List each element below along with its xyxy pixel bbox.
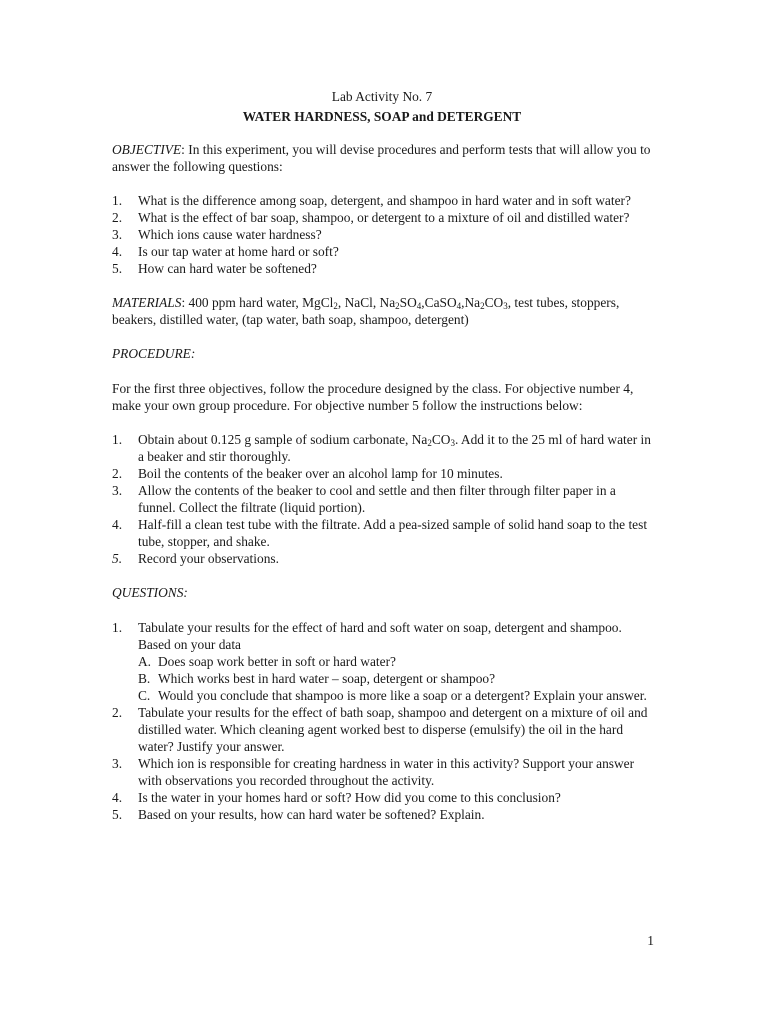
objective-text: : In this experiment, you will devise procedures and perform tests that will allow you to answer the following questions: <box>112 142 651 174</box>
list-item: C. Would you conclude that shampoo is more like a soap or a detergent? Explain your answer. <box>138 688 647 703</box>
activity-number: Lab Activity No. 7 <box>331 89 433 104</box>
list-item: 5. Based on your results, how can hard water be softened? Explain. <box>112 807 485 822</box>
list-item: 2. Tabulate your results for the effect of bath soap, shampoo and detergent on a mixture of oil and distilled water. Which cleaning agent worked best to disperse (emulsify) the oil in the hard water? Justify your answer. <box>112 705 648 754</box>
list-item: 3. Which ions cause water hardness? <box>112 227 322 242</box>
list-item: 2. What is the effect of bar soap, shampoo, or detergent to a mixture of oil and distilled water? <box>112 210 630 225</box>
objective-questions <box>112 192 652 277</box>
list-item: B. Which works best in hard water – soap, detergent or shampoo? <box>138 671 496 686</box>
list-item: 5. Record your observations. <box>112 551 279 566</box>
list-item: 4. Is the water in your homes hard or soft? How did you come to this conclusion? <box>112 790 561 805</box>
sub-questions <box>138 653 652 704</box>
objective-paragraph <box>112 141 652 175</box>
list-item: 2. Boil the contents of the beaker over an alcohol lamp for 10 minutes. <box>112 466 503 481</box>
page-number: 1 <box>647 933 654 948</box>
procedure-heading-block <box>112 345 652 362</box>
materials-label: MATERIALS <box>112 295 182 310</box>
materials-section <box>112 294 652 328</box>
list-item: 4. Half-fill a clean test tube with the filtrate. Add a pea-sized sample of solid hand soap to the test tube, stopper, and shake. <box>112 517 648 549</box>
questions-heading: QUESTIONS: <box>112 585 188 600</box>
procedure-steps <box>112 431 652 567</box>
questions-label: QUESTIONS <box>112 585 184 600</box>
procedure-intro: For the first three objectives, follow the procedure designed by the class. For objective number 4, make your own group procedure. For objective number 5 follow the instructions below: <box>112 381 634 413</box>
procedure-label: PROCEDURE <box>112 346 191 361</box>
document-title: WATER HARDNESS, SOAP and DETERGENT <box>242 109 522 124</box>
document-page <box>112 88 652 823</box>
objective-label: OBJECTIVE <box>112 142 182 157</box>
materials-paragraph: MATERIALS: 400 ppm hard water, MgCl$_2$, NaCl, $Na_2SO_4,CaSO_4,Na_2CO_3$, test tubes, stoppers, beakers, distilled water, (tap water, bath soap, shampoo, detergent) <box>112 295 620 327</box>
list-item: 1. Tabulate your results for the effect of hard and soft water on soap, detergent and shampoo. Based on your data A. Does soap work better in soft or hard water? B. Which works best in hard water – soap, detergent or shampoo? C. Would you conclude that shampoo is more like a soap or a detergent? Explain your answer. <box>112 619 652 704</box>
list-item: 3. Allow the contents of the beaker to cool and settle and then filter through filter paper in a funnel. Collect the filtrate (liquid portion). <box>112 483 616 515</box>
questions-list <box>112 619 652 823</box>
list-item: 1. What is the difference among soap, detergent, and shampoo in hard water and in soft water? <box>112 193 631 208</box>
list-item: 4. Is our tap water at home hard or soft? <box>112 244 339 259</box>
list-item: 5. How can hard water be softened? <box>112 261 317 276</box>
questions-heading-block <box>112 584 652 601</box>
list-item: A. Does soap work better in soft or hard water? <box>138 654 396 669</box>
procedure-heading: PROCEDURE: <box>112 346 196 361</box>
objective-section <box>112 141 652 175</box>
procedure-intro-block <box>112 380 652 414</box>
list-item: 1. Obtain about 0.125 g sample of sodium carbonate, $Na_2CO_3$. Add it to the 25 ml of hard water in a beaker and stir thoroughly. <box>112 432 651 464</box>
list-item: 3. Which ion is responsible for creating hardness in water in this activity? Support your answer with observations you recorded throughout the activity. <box>112 756 635 788</box>
